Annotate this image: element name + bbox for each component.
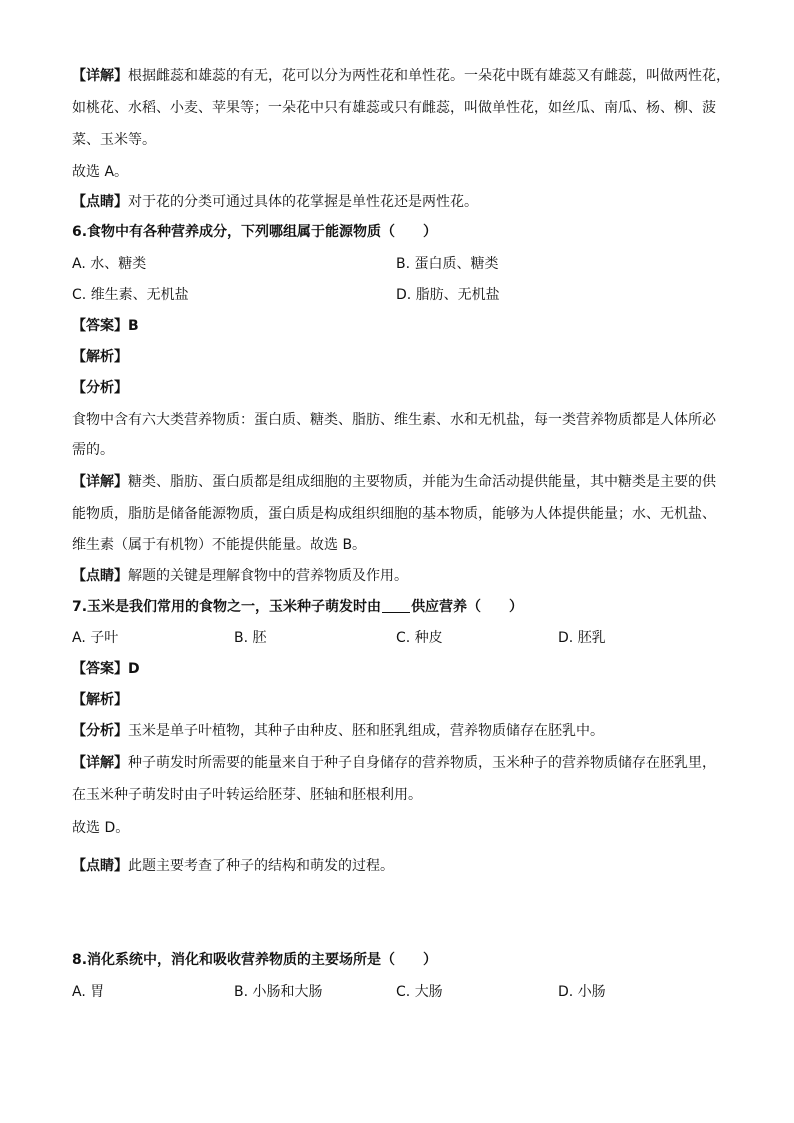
option-letter: C. <box>72 287 87 303</box>
fill-blank <box>382 598 410 613</box>
q7-detail-line-1 <box>72 753 734 773</box>
q7-analysis-label: 【解析】 <box>72 692 128 708</box>
q6-comment <box>72 566 734 586</box>
answer-label: 【答案】 <box>72 318 128 334</box>
detail-text: 种子萌发时所需要的能量来自于种子自身储存的营养物质，玉米种子的营养物质储存在胚乳里， <box>128 755 716 771</box>
comment-label: 【点睛】 <box>72 858 128 874</box>
answer-value: B <box>128 318 139 334</box>
option-text: 蛋白质、糖类 <box>414 256 499 272</box>
q6-stem: 6.食物中有各种营养成分，下列哪组属于能源物质（ ） <box>72 224 438 240</box>
detail-label: 【详解】 <box>72 68 128 84</box>
q5-choice: 故选 A。 <box>72 164 129 180</box>
option-text: 胚乳 <box>577 630 606 646</box>
q6-fenxi-label: 【分析】 <box>72 380 128 396</box>
q5-detail-line-2: 如桃花、水稻、小麦、苹果等；一朵花中只有雄蕊或只有雌蕊，叫做单性花，如丝瓜、南瓜、杨、柳、菠 <box>72 100 716 116</box>
q7-fenxi <box>72 721 734 741</box>
q8-option-c <box>396 982 443 1002</box>
option-letter: A. <box>72 984 86 1000</box>
q6-analysis-label: 【解析】 <box>72 349 128 365</box>
q5-detail-line-3: 菜、玉米等。 <box>72 132 156 148</box>
option-text: 胚 <box>252 630 267 646</box>
detail-label: 【详解】 <box>72 755 128 771</box>
q8-stem: 8.消化系统中，消化和吸收营养物质的主要场所是（ ） <box>72 952 438 968</box>
detail-text: 糖类、脂肪、蛋白质都是组成细胞的主要物质，并能为生命活动提供能量，其中糖类是主要的供 <box>128 474 716 490</box>
option-text: 胃 <box>90 984 105 1000</box>
detail-text: 根据雌蕊和雄蕊的有无，花可以分为两性花和单性花。一朵花中既有雄蕊又有雌蕊，叫做两性花， <box>128 68 730 84</box>
answer-label: 【答案】 <box>72 661 128 677</box>
option-letter: D. <box>558 984 574 1000</box>
option-letter: D. <box>396 287 412 303</box>
option-text: 水、糖类 <box>90 256 147 272</box>
q7-option-c <box>396 628 443 648</box>
q8-option-d <box>558 982 606 1002</box>
option-text: 大肠 <box>414 984 443 1000</box>
comment-text: 对于花的分类可通过具体的花掌握是单性花还是两性花。 <box>128 194 478 210</box>
option-letter: A. <box>72 630 86 646</box>
q8-option-a <box>72 982 104 1002</box>
fenxi-label: 【分析】 <box>72 723 128 739</box>
option-text: 种皮 <box>414 630 443 646</box>
option-text: 脂肪、无机盐 <box>415 287 500 303</box>
q7-comment <box>72 856 734 876</box>
answer-value: D <box>128 661 140 677</box>
q6-option-b <box>396 254 499 274</box>
q7-option-a <box>72 628 118 648</box>
q6-detail-line-3: 维生素（属于有机物）不能提供能量。故选 B。 <box>72 537 367 553</box>
comment-text: 此题主要考查了种子的结构和萌发的过程。 <box>128 858 394 874</box>
stem-part: 7.玉米是我们常用的食物之一，玉米种子萌发时由 <box>72 599 382 615</box>
q8-option-b <box>234 982 323 1002</box>
q6-detail-line-1 <box>72 472 734 492</box>
option-letter: C. <box>396 984 411 1000</box>
option-text: 维生素、无机盐 <box>90 287 189 303</box>
comment-label: 【点睛】 <box>72 194 128 210</box>
option-letter: D. <box>558 630 574 646</box>
stem-part: 供应营养（ ） <box>411 599 524 615</box>
q6-detail-line-2: 能物质，脂肪是储备能源物质，蛋白质是构成组织细胞的基本物质，能够为人体提供能量；水、无机盐、 <box>72 506 716 522</box>
q6-answer <box>72 316 734 336</box>
option-letter: B. <box>234 984 249 1000</box>
option-letter: A. <box>72 256 86 272</box>
q6-fenxi-line-1: 食物中含有六大类营养物质：蛋白质、糖类、脂肪、维生素、水和无机盐，每一类营养物质都是人体所必 <box>72 412 716 428</box>
option-letter: C. <box>396 630 411 646</box>
q5-comment <box>72 192 734 212</box>
comment-text: 解题的关键是理解食物中的营养物质及作用。 <box>128 568 408 584</box>
q7-stem <box>72 597 734 617</box>
q6-option-a <box>72 254 146 274</box>
q7-detail-line-2: 在玉米种子萌发时由子叶转运给胚芽、胚轴和胚根利用。 <box>72 787 422 803</box>
q7-answer <box>72 659 734 679</box>
q5-detail-line-1 <box>72 66 734 86</box>
detail-label: 【详解】 <box>72 474 128 490</box>
q6-fenxi-line-2: 需的。 <box>72 442 114 458</box>
q7-option-d <box>558 628 606 648</box>
option-text: 小肠 <box>577 984 606 1000</box>
q7-choice: 故选 D。 <box>72 820 130 836</box>
comment-label: 【点睛】 <box>72 568 128 584</box>
fenxi-text: 玉米是单子叶植物，其种子由种皮、胚和胚乳组成，营养物质储存在胚乳中。 <box>128 723 604 739</box>
option-text: 子叶 <box>90 630 119 646</box>
q6-option-c <box>72 285 189 305</box>
option-text: 小肠和大肠 <box>252 984 323 1000</box>
q6-option-d <box>396 285 500 305</box>
q7-option-b <box>234 628 267 648</box>
option-letter: B. <box>396 256 411 272</box>
option-letter: B. <box>234 630 249 646</box>
